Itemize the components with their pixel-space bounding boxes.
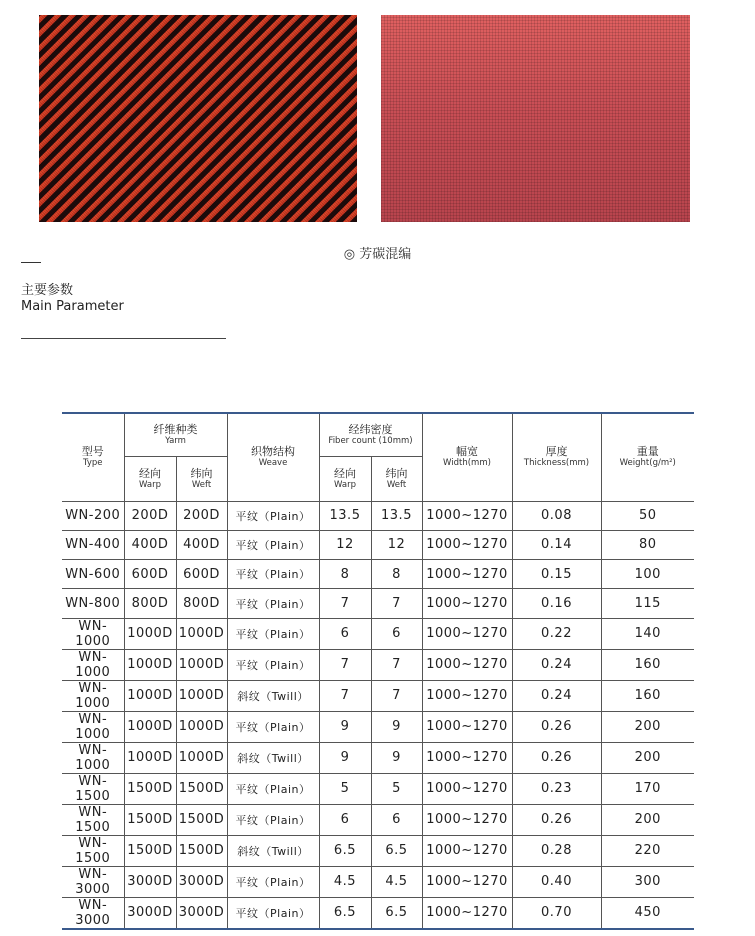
cell-weight: 50 — [601, 501, 694, 530]
header-count-cn: 经纬密度 — [348, 422, 393, 436]
cell-width: 1000~1270 — [422, 866, 512, 897]
plain-fabric-photo — [381, 15, 690, 222]
cell-yarn-warp: 200D — [124, 501, 176, 530]
cell-thickness: 0.15 — [512, 560, 601, 589]
header-yarn-weft — [176, 456, 227, 501]
cell-yarn-weft: 400D — [176, 530, 227, 559]
cell-weight: 170 — [601, 773, 694, 804]
header-width — [422, 413, 512, 501]
cell-weave: 斜纹（Twill） — [227, 742, 319, 773]
header-yarn-en: Yarm — [165, 435, 186, 446]
photo-caption: ◎ 芳碳混编 — [343, 247, 412, 262]
cell-weight: 200 — [601, 804, 694, 835]
cell-weight: 220 — [601, 835, 694, 866]
cell-weight: 80 — [601, 530, 694, 559]
section-divider-short — [21, 262, 41, 263]
cell-yarn-warp: 1000D — [124, 711, 176, 742]
cell-yarn-warp: 1500D — [124, 835, 176, 866]
cell-type: WN-3000 — [62, 866, 124, 897]
cell-weave: 平纹（Plain） — [227, 530, 319, 559]
cell-thickness: 0.26 — [512, 742, 601, 773]
cell-thickness: 0.26 — [512, 711, 601, 742]
header-width-cn: 幅宽 — [456, 445, 478, 459]
cell-count-weft: 7 — [371, 680, 422, 711]
cell-width: 1000~1270 — [422, 680, 512, 711]
cell-width: 1000~1270 — [422, 773, 512, 804]
cell-yarn-warp: 1000D — [124, 680, 176, 711]
cell-yarn-weft: 600D — [176, 560, 227, 589]
cell-thickness: 0.16 — [512, 589, 601, 618]
cell-yarn-warp: 3000D — [124, 897, 176, 929]
cell-count-weft: 9 — [371, 742, 422, 773]
cell-weave: 平纹（Plain） — [227, 560, 319, 589]
cell-yarn-weft: 3000D — [176, 866, 227, 897]
cell-count-weft: 4.5 — [371, 866, 422, 897]
cell-width: 1000~1270 — [422, 804, 512, 835]
cell-yarn-warp: 1000D — [124, 649, 176, 680]
cell-count-weft: 9 — [371, 711, 422, 742]
cell-count-warp: 6.5 — [319, 835, 371, 866]
section-title-en: Main Parameter — [21, 299, 124, 314]
header-weight — [601, 413, 694, 501]
cell-count-warp: 12 — [319, 530, 371, 559]
cell-width: 1000~1270 — [422, 589, 512, 618]
cell-count-warp: 6 — [319, 804, 371, 835]
cell-weave: 平纹（Plain） — [227, 897, 319, 929]
header-warp-cn: 经向 — [139, 466, 161, 480]
header-weave — [227, 413, 319, 501]
cell-yarn-warp: 1500D — [124, 773, 176, 804]
cell-type: WN-1000 — [62, 742, 124, 773]
cell-yarn-weft: 1000D — [176, 742, 227, 773]
cell-type: WN-200 — [62, 501, 124, 530]
parameter-table — [62, 412, 694, 930]
cell-width: 1000~1270 — [422, 530, 512, 559]
cell-weight: 140 — [601, 618, 694, 649]
cell-yarn-warp: 1500D — [124, 804, 176, 835]
cell-weave: 平纹（Plain） — [227, 618, 319, 649]
header-weft-en: Weft — [191, 479, 212, 490]
table-row — [62, 680, 694, 711]
header-yarn-warp — [124, 456, 176, 501]
cell-count-warp: 9 — [319, 711, 371, 742]
cell-yarn-weft: 1000D — [176, 649, 227, 680]
cell-width: 1000~1270 — [422, 835, 512, 866]
header-thickness — [512, 413, 601, 501]
cell-weight: 200 — [601, 742, 694, 773]
header-weight-en: Weight(g/m²) — [619, 458, 676, 469]
cell-yarn-weft: 200D — [176, 501, 227, 530]
cell-yarn-weft: 1000D — [176, 711, 227, 742]
header-type-cn: 型号 — [81, 445, 104, 459]
header-type-en: Type — [82, 458, 103, 469]
header-weight-cn: 重量 — [636, 445, 659, 459]
cell-count-warp: 6 — [319, 618, 371, 649]
header-weave-en: Weave — [258, 458, 288, 469]
header-width-en: Width(mm) — [443, 458, 491, 469]
cell-type: WN-1000 — [62, 649, 124, 680]
cell-yarn-weft: 1500D — [176, 804, 227, 835]
cell-count-weft: 6 — [371, 618, 422, 649]
table-row — [62, 835, 694, 866]
table-row — [62, 711, 694, 742]
cell-count-weft: 13.5 — [371, 501, 422, 530]
cell-thickness: 0.26 — [512, 804, 601, 835]
cell-count-weft: 6 — [371, 804, 422, 835]
header-yarn-cn: 纤维种类 — [153, 422, 198, 436]
cell-count-weft: 7 — [371, 589, 422, 618]
table-row — [62, 530, 694, 559]
cell-weight: 160 — [601, 649, 694, 680]
cell-weight: 115 — [601, 589, 694, 618]
cell-width: 1000~1270 — [422, 618, 512, 649]
cell-width: 1000~1270 — [422, 649, 512, 680]
cell-count-warp: 6.5 — [319, 897, 371, 929]
table-row — [62, 501, 694, 530]
header-yarn — [124, 413, 227, 456]
twill-fabric-photo — [39, 15, 357, 222]
header-count-en: Fiber count (10mm) — [328, 435, 413, 446]
cell-thickness: 0.08 — [512, 501, 601, 530]
cell-count-warp: 7 — [319, 589, 371, 618]
cell-count-warp: 4.5 — [319, 866, 371, 897]
cell-yarn-warp: 600D — [124, 560, 176, 589]
cell-count-weft: 6.5 — [371, 897, 422, 929]
cell-count-weft: 5 — [371, 773, 422, 804]
cell-type: WN-1000 — [62, 680, 124, 711]
cell-yarn-weft: 1000D — [176, 618, 227, 649]
cell-yarn-weft: 800D — [176, 589, 227, 618]
cell-yarn-warp: 800D — [124, 589, 176, 618]
cell-yarn-warp: 1000D — [124, 618, 176, 649]
header-count-weft-en: Weft — [386, 479, 407, 490]
cell-type: WN-400 — [62, 530, 124, 559]
cell-weave: 平纹（Plain） — [227, 711, 319, 742]
table-row — [62, 742, 694, 773]
cell-thickness: 0.28 — [512, 835, 601, 866]
cell-weave: 平纹（Plain） — [227, 773, 319, 804]
header-count-weft — [371, 456, 422, 501]
table-row — [62, 560, 694, 589]
cell-thickness: 0.23 — [512, 773, 601, 804]
table-row — [62, 897, 694, 929]
cell-weight: 100 — [601, 560, 694, 589]
cell-type: WN-600 — [62, 560, 124, 589]
cell-count-weft: 7 — [371, 649, 422, 680]
header-weft-cn: 纬向 — [190, 466, 213, 480]
cell-thickness: 0.22 — [512, 618, 601, 649]
header-warp-en: Warp — [139, 479, 161, 490]
cell-weight: 200 — [601, 711, 694, 742]
cell-weave: 平纹（Plain） — [227, 649, 319, 680]
header-fiber-count — [319, 413, 422, 456]
cell-weave: 平纹（Plain） — [227, 866, 319, 897]
cell-count-warp: 9 — [319, 742, 371, 773]
header-type — [62, 413, 124, 501]
cell-yarn-weft: 1500D — [176, 835, 227, 866]
cell-weave: 平纹（Plain） — [227, 501, 319, 530]
cell-count-weft: 8 — [371, 560, 422, 589]
cell-width: 1000~1270 — [422, 711, 512, 742]
header-count-warp-en: Warp — [334, 479, 356, 490]
cell-yarn-weft: 3000D — [176, 897, 227, 929]
cell-count-weft: 6.5 — [371, 835, 422, 866]
header-count-warp — [319, 456, 371, 501]
cell-weave: 斜纹（Twill） — [227, 680, 319, 711]
cell-type: WN-1500 — [62, 835, 124, 866]
section-divider-long — [21, 338, 226, 339]
header-count-weft-cn: 纬向 — [385, 466, 408, 480]
cell-type: WN-1500 — [62, 804, 124, 835]
table-row — [62, 589, 694, 618]
table-row — [62, 773, 694, 804]
section-title-cn: 主要参数 — [21, 283, 74, 298]
cell-width: 1000~1270 — [422, 501, 512, 530]
header-thickness-cn: 厚度 — [545, 445, 568, 459]
cell-count-warp: 7 — [319, 680, 371, 711]
cell-weight: 300 — [601, 866, 694, 897]
cell-width: 1000~1270 — [422, 560, 512, 589]
cell-count-warp: 5 — [319, 773, 371, 804]
cell-type: WN-3000 — [62, 897, 124, 929]
cell-weight: 160 — [601, 680, 694, 711]
table-row — [62, 649, 694, 680]
cell-weave: 平纹（Plain） — [227, 589, 319, 618]
cell-weight: 450 — [601, 897, 694, 929]
cell-width: 1000~1270 — [422, 742, 512, 773]
cell-yarn-warp: 400D — [124, 530, 176, 559]
table-row — [62, 804, 694, 835]
cell-type: WN-800 — [62, 589, 124, 618]
cell-width: 1000~1270 — [422, 897, 512, 929]
cell-count-weft: 12 — [371, 530, 422, 559]
cell-type: WN-1000 — [62, 618, 124, 649]
cell-thickness: 0.24 — [512, 680, 601, 711]
cell-type: WN-1000 — [62, 711, 124, 742]
cell-thickness: 0.70 — [512, 897, 601, 929]
header-count-warp-cn: 经向 — [334, 466, 356, 480]
cell-yarn-warp: 1000D — [124, 742, 176, 773]
cell-weave: 斜纹（Twill） — [227, 835, 319, 866]
cell-count-warp: 8 — [319, 560, 371, 589]
cell-yarn-warp: 3000D — [124, 866, 176, 897]
cell-thickness: 0.14 — [512, 530, 601, 559]
cell-thickness: 0.40 — [512, 866, 601, 897]
cell-count-warp: 13.5 — [319, 501, 371, 530]
table-row — [62, 866, 694, 897]
header-weave-cn: 织物结构 — [251, 445, 295, 459]
cell-thickness: 0.24 — [512, 649, 601, 680]
cell-count-warp: 7 — [319, 649, 371, 680]
cell-yarn-weft: 1500D — [176, 773, 227, 804]
cell-yarn-weft: 1000D — [176, 680, 227, 711]
header-thickness-en: Thickness(mm) — [523, 458, 590, 469]
cell-type: WN-1500 — [62, 773, 124, 804]
table-row — [62, 618, 694, 649]
cell-weave: 平纹（Plain） — [227, 804, 319, 835]
